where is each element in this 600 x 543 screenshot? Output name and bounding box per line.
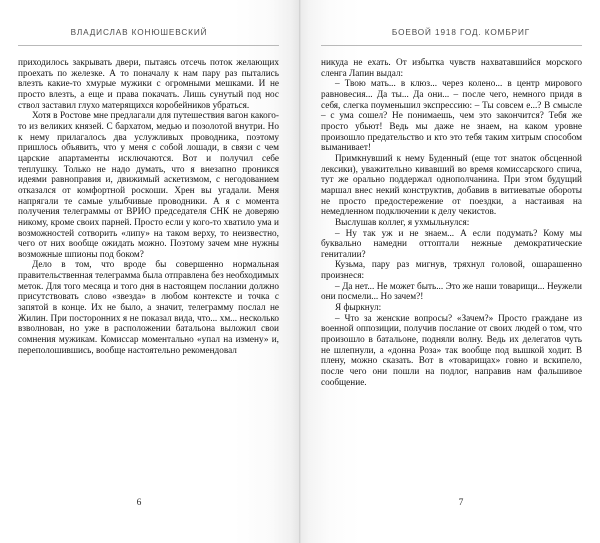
page-right-body xyxy=(321,58,582,388)
paragraph: Выслушав коллег, я ухмыльнулся: xyxy=(335,217,470,228)
page-left-body xyxy=(18,58,279,356)
paragraph: приходилось закрывать двери, пытаясь отсечь поток желающих проехать по железке. А то поначалу к нам пару раз пытались влезть какие-то хмурые мужики с огромными мешками. И не просто влезть, а еще и права покачать. Лишь сунутый под нос ствол заставил глухо матерящихся коробейников убраться. xyxy=(18,58,279,111)
paragraph: никуда не ехать. От избытка чувств нахватавшийся морского сленга Лапин выдал: xyxy=(321,58,582,79)
paragraph: Примкнувший к нему Буденный (еще тот знаток обсценной лексики), уважительно кивавший во время комиссарского спича, тут же орально поддержал однополчанина. При этом будущий маршал внес некий конструктив, добавив в витиеватые обороты не просто предостережение от поездки, а настаивая на немедленном подключении к делу чекистов. xyxy=(321,153,582,218)
running-head-left: ВЛАДИСЛАВ КОНЮШЕВСКИЙ xyxy=(70,28,208,37)
paragraph: Хотя в Ростове мне предлагали для путешествия вагон какого-то из великих князей. С бархатом, медью и позолотой внутри. Но к нему прилагалось два услужливых проводника, поэтому пришлось объявить, что у меня с собой лошади, в связи с чем царские апартаменты исключаются. Вот и получил себе теплушку. Только не надо думать, что я внезапно проникся идеями равноправия и, движимый аскетизмом, с негодованием отказался от комфортной роскоши. Хрен вы угадали. Меня напрягали те самые улыбчивые проводники. А я с момента получения телеграммы от ВРИО председателя СНК не доверяю никому, кроме своих парней. Просто если у кого-то хватило ума и возможностей сотворить «липу» на таком верху, то неизвестно, чего от них вообще ожидать можно. Поэтому зачем мне нужны возможные шпионы под боком? xyxy=(18,111,279,260)
running-head-right: БОЕВОЙ 1918 ГОД. КОМБРИГ xyxy=(391,28,531,37)
page-number-right: 7 xyxy=(458,498,464,508)
header-rule-left xyxy=(18,45,279,46)
header-rule-right xyxy=(321,45,582,46)
paragraph: Кузьма, пару раз мигнув, тряхнул головой, ошарашенно произнеся: xyxy=(321,260,582,282)
page-number-left: 6 xyxy=(136,498,142,508)
paragraph: Дело в том, что вроде бы совершенно нормальная правительственная телеграмма была отправлена без необходимых меток. Для того месяца и того дня в настоящем послании должно присутствовать слово «звезда» в любом контексте и точка с запятой в конце. Их не было, а значит, телеграмму послал не Жилин. При посторонних я не показал вида, что... хм... несколько взволнован, но уже в расположении батальона выложил свои сомнения мужикам. Комиссар моментально «упал на измену» и, переполошившись, вообще настоятельно рекомендовал xyxy=(18,260,279,356)
page-right xyxy=(300,0,600,543)
paragraph: – Твою мать... в клюз... через колено... в центр мирового равновесия... Да ты... Да они... – после чего, немного придя в себя, слегка поуменьшил экспрессию: – Ты совсем е...? В смысле – с ума сошел? Не понимаешь, чем это закончится? Тебя же просто убьют! Ведь мы даже не знаем, на каком уровне произошло предательство и кто это тебя таким хитрым способом выманивает! xyxy=(321,79,582,154)
paragraph: – Что за женские вопросы? «Зачем?» Просто граждане из военной оппозиции, получив послание от своих людей о том, что произошло в батальоне, подняли волну. Ведь их делегатов чуть не шлепнули, а «донна Роза» так вообще под вышкой ходит. В плену, можно сказать. Вот в «товарищах» говно и вскипело, после чего они пошли на подлог, направив нам фальшивое сообщение. xyxy=(321,313,582,388)
paragraph: Я фыркнул: xyxy=(335,303,382,314)
paragraph: – Ну так уж и не знаем... А если подумать? Кому мы буквально намедни оттоптали нежные демократические гениталии? xyxy=(321,228,582,260)
paragraph: – Да нет... Не может быть... Это же наши товарищи... Неужели они посмели... Но зачем?! xyxy=(321,281,582,303)
